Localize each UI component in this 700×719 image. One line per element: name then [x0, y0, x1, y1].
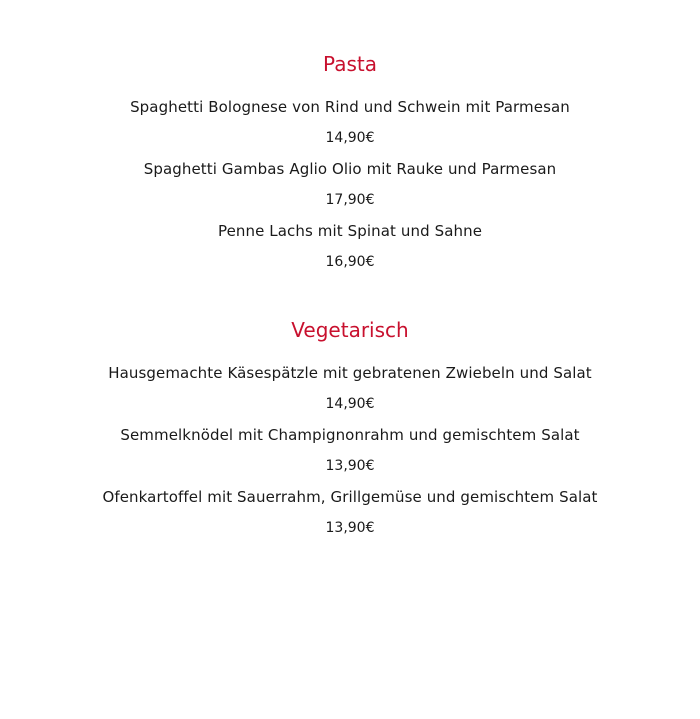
menu-item-name: Hausgemachte Käsespätzle mit gebratenen Zwiebeln und Salat	[108, 364, 592, 382]
menu-item	[0, 221, 700, 272]
menu-item	[0, 97, 700, 148]
menu-item	[0, 425, 700, 476]
menu-item-name: Semmelknödel mit Champignonrahm und gemischtem Salat	[120, 426, 580, 444]
menu-item	[0, 487, 700, 538]
menu-item-price: 13,90€	[325, 520, 375, 536]
menu-item	[0, 159, 700, 210]
section-vegetarisch	[0, 317, 700, 538]
menu-item	[0, 363, 700, 414]
section-pasta	[0, 51, 700, 272]
section-title: Pasta	[323, 52, 377, 76]
menu-item-name: Penne Lachs mit Spinat und Sahne	[217, 222, 483, 240]
menu-item-name: Spaghetti Bolognese von Rind und Schwein mit Parmesan	[130, 98, 570, 116]
menu-item-price: 14,90€	[325, 396, 375, 412]
menu-item-name: Ofenkartoffel mit Sauerrahm, Grillgemüse und gemischtem Salat	[102, 488, 598, 506]
menu-item-list	[0, 363, 700, 538]
menu-item-price: 14,90€	[325, 130, 375, 146]
menu-item-list	[0, 97, 700, 272]
menu-item-price: 13,90€	[325, 458, 375, 474]
menu-item-price: 17,90€	[325, 192, 375, 208]
menu-item-name: Spaghetti Gambas Aglio Olio mit Rauke und Parmesan	[143, 160, 557, 178]
menu-item-price: 16,90€	[325, 254, 375, 270]
section-title: Vegetarisch	[291, 318, 409, 342]
